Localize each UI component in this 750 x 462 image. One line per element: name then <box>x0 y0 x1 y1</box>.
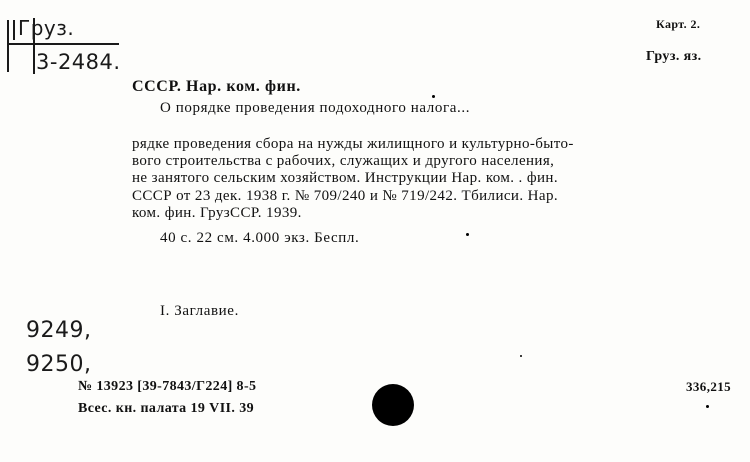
language-label: Груз. яз. <box>646 49 702 64</box>
entry-heading: СССР. Нар. ком. фин. <box>132 78 301 95</box>
handwritten-underline <box>7 43 119 45</box>
ink-speck <box>520 355 522 357</box>
handwritten-number-second: 9250, <box>26 352 92 377</box>
body-line: ком. фин. ГрузССР. 1939. <box>132 204 302 221</box>
ink-speck <box>432 95 435 98</box>
entry-title: О порядке проведения подоходного налога... <box>160 100 471 116</box>
handwritten-number-first: 9249, <box>26 318 92 343</box>
ink-speck <box>466 233 469 236</box>
margin-mark-short <box>13 20 15 40</box>
handwritten-shelf-number: 3-2484. <box>36 50 121 74</box>
ink-blot <box>372 384 414 426</box>
classification-number: 336,215 <box>686 379 732 394</box>
body-line: рядке проведения сбора на нужды жилищного и культурно-быто- <box>132 136 574 152</box>
chamber-stamp: Всес. кн. палата 19 VII. 39 <box>78 401 254 416</box>
body-line: не занятого сельским хозяйством. Инструкции Нар. ком. . фин. <box>132 170 558 187</box>
body-line: вого строительства с рабочих, служащих и другого населения, <box>132 153 555 170</box>
physical-description: 40 с. 22 см. 4.000 экз. Беспл. <box>160 230 360 246</box>
ink-speck <box>706 405 709 408</box>
handwritten-group-mark <box>18 16 74 40</box>
body-line: СССР от 23 дек. 1938 г. № 709/240 и № 719/242. Тбилиси. Нар. <box>132 187 558 204</box>
order-number: № 13923 [39-7843/Г224] 8-5 <box>78 379 257 394</box>
margin-mark-left <box>7 20 9 72</box>
handwritten-mark-top: Груз. <box>18 16 75 40</box>
section-label: I. Заглавие. <box>160 303 239 319</box>
entry-body <box>132 136 742 222</box>
card-number: Карт. 2. <box>656 17 701 31</box>
